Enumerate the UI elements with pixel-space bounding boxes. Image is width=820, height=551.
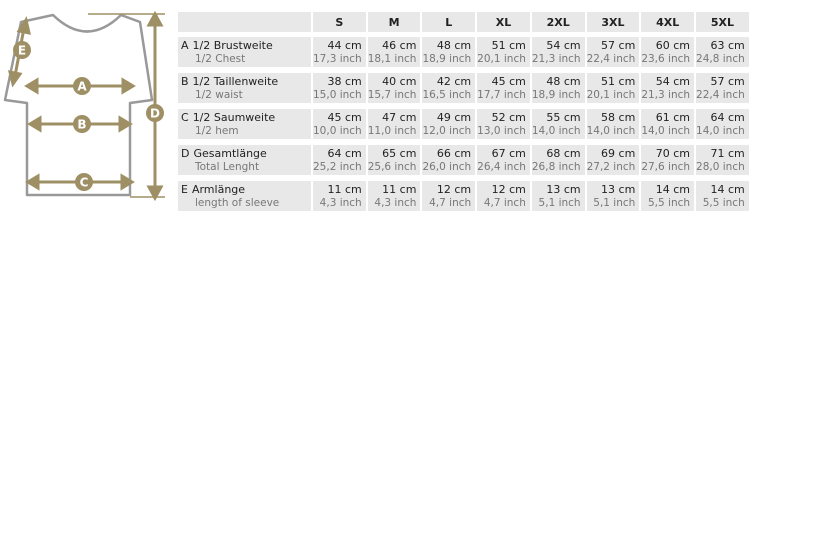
- measurement-label-text: Armlänge: [191, 183, 246, 196]
- measurement-cell: [366, 145, 421, 176]
- measurement-row: [178, 145, 749, 176]
- measurement-cell: [530, 37, 585, 68]
- measurement-label-text: 1/2 Saumweite: [192, 111, 276, 124]
- measurement-cell: [639, 145, 694, 176]
- measurement-label-text: 1/2 Brustweite: [192, 39, 273, 52]
- svg-text:E: E: [17, 43, 27, 58]
- value-inch: 21,3 inch: [641, 89, 691, 101]
- value-cm: 54 cm: [546, 39, 581, 52]
- value-inch: 18,9 inch: [531, 89, 581, 101]
- measurement-cell: [530, 181, 585, 212]
- value-inch: 17,3 inch: [313, 53, 362, 65]
- measurement-cell: [420, 145, 475, 176]
- measurement-row: [178, 73, 749, 104]
- value-cm: 54 cm: [655, 75, 691, 88]
- value-cm: 11 cm: [382, 183, 417, 196]
- measurement-row: [178, 109, 749, 140]
- measurement-cell: [639, 73, 694, 104]
- value-inch: 14,0 inch: [696, 125, 745, 137]
- value-inch: 4,3 inch: [319, 197, 362, 209]
- measurement-cell: [311, 181, 366, 212]
- value-inch: 21,3 inch: [531, 53, 581, 65]
- size-header: M: [366, 12, 421, 32]
- value-cm: 12 cm: [436, 183, 472, 196]
- measurement-cell: [475, 109, 530, 140]
- svg-text:D: D: [150, 106, 160, 121]
- measurement-cell: [420, 73, 475, 104]
- value-inch: 27,2 inch: [586, 161, 636, 173]
- measurement-cell: [694, 145, 749, 176]
- value-inch: 22,4 inch: [586, 53, 636, 65]
- value-cm: 66 cm: [436, 147, 472, 160]
- value-cm: 11 cm: [327, 183, 362, 196]
- measurement-cell: [311, 145, 366, 176]
- value-cm: 55 cm: [546, 111, 581, 124]
- value-inch: 4,7 inch: [483, 197, 526, 209]
- svg-text:C: C: [79, 175, 89, 190]
- value-cm: 65 cm: [382, 147, 417, 160]
- measurement-cell: [694, 37, 749, 68]
- measurement-sublabel: 1/2 waist: [195, 89, 243, 101]
- value-inch: 13,0 inch: [477, 125, 526, 137]
- measurement-letter: B: [181, 75, 189, 88]
- header-blank: [178, 12, 311, 32]
- value-inch: 11,0 inch: [367, 125, 417, 137]
- size-header: 2XL: [530, 12, 585, 32]
- value-inch: 15,0 inch: [313, 89, 362, 101]
- value-inch: 27,6 inch: [641, 161, 691, 173]
- value-inch: 16,5 inch: [422, 89, 472, 101]
- measurement-cell: [694, 109, 749, 140]
- measurement-cell: [475, 37, 530, 68]
- value-inch: 24,8 inch: [696, 53, 745, 65]
- measurement-letter: C: [181, 111, 189, 124]
- value-cm: 14 cm: [655, 183, 691, 196]
- value-cm: 68 cm: [546, 147, 581, 160]
- tshirt-measurement-diagram: [0, 0, 172, 215]
- value-inch: 20,1 inch: [477, 53, 526, 65]
- measurement-cell: [530, 73, 585, 104]
- value-inch: 5,5 inch: [702, 197, 745, 209]
- measurement-label-cell: [178, 181, 311, 212]
- value-cm: 67 cm: [491, 147, 526, 160]
- measurement-cell: [475, 73, 530, 104]
- value-inch: 23,6 inch: [641, 53, 691, 65]
- value-cm: 40 cm: [382, 75, 417, 88]
- measurement-cell: [694, 73, 749, 104]
- value-cm: 13 cm: [601, 183, 636, 196]
- value-inch: 18,1 inch: [367, 53, 417, 65]
- value-inch: 4,3 inch: [374, 197, 417, 209]
- size-table: [178, 12, 749, 212]
- value-cm: 48 cm: [546, 75, 581, 88]
- value-cm: 69 cm: [601, 147, 636, 160]
- value-inch: 14,0 inch: [641, 125, 691, 137]
- measurement-cell: [420, 37, 475, 68]
- value-inch: 26,8 inch: [531, 161, 581, 173]
- value-inch: 14,0 inch: [531, 125, 581, 137]
- measurement-cell: [585, 109, 640, 140]
- value-cm: 58 cm: [601, 111, 636, 124]
- measurement-cell: [475, 181, 530, 212]
- value-cm: 42 cm: [436, 75, 472, 88]
- measurement-letter: E: [181, 183, 188, 196]
- value-inch: 25,6 inch: [367, 161, 417, 173]
- value-inch: 10,0 inch: [313, 125, 362, 137]
- marker-e: [13, 41, 31, 59]
- measurement-cell: [530, 145, 585, 176]
- value-cm: 49 cm: [436, 111, 472, 124]
- measurement-cell: [366, 109, 421, 140]
- value-cm: 57 cm: [601, 39, 636, 52]
- size-header: L: [420, 12, 475, 32]
- size-header: XL: [475, 12, 530, 32]
- value-inch: 14,0 inch: [586, 125, 636, 137]
- value-inch: 26,4 inch: [477, 161, 526, 173]
- measurement-label-cell: [178, 109, 311, 140]
- measurement-letter: D: [181, 147, 190, 160]
- value-cm: 51 cm: [601, 75, 636, 88]
- size-header: 5XL: [694, 12, 749, 32]
- value-inch: 22,4 inch: [696, 89, 745, 101]
- measurement-row: [178, 181, 749, 212]
- measurement-label-cell: [178, 73, 311, 104]
- measurement-label: [181, 183, 311, 197]
- value-inch: 18,9 inch: [422, 53, 472, 65]
- svg-text:B: B: [77, 117, 87, 132]
- measurement-cell: [475, 145, 530, 176]
- value-cm: 51 cm: [491, 39, 526, 52]
- value-inch: 28,0 inch: [696, 161, 745, 173]
- measurement-cell: [639, 181, 694, 212]
- measurement-cell: [311, 37, 366, 68]
- value-inch: 26,0 inch: [422, 161, 472, 173]
- value-cm: 52 cm: [491, 111, 526, 124]
- measurement-cell: [366, 37, 421, 68]
- value-inch: 5,1 inch: [593, 197, 636, 209]
- tshirt-outline: [5, 15, 152, 195]
- measurement-cell: [585, 37, 640, 68]
- marker-a: [73, 77, 91, 95]
- value-cm: 38 cm: [327, 75, 362, 88]
- value-cm: 60 cm: [655, 39, 691, 52]
- value-inch: 15,7 inch: [367, 89, 417, 101]
- measurement-label-text: Gesamtlänge: [193, 147, 267, 160]
- value-cm: 64 cm: [327, 147, 362, 160]
- value-inch: 4,7 inch: [429, 197, 472, 209]
- measurement-label: [181, 75, 311, 89]
- value-inch: 25,2 inch: [313, 161, 362, 173]
- value-cm: 13 cm: [546, 183, 581, 196]
- measurement-cell: [311, 109, 366, 140]
- measurement-cell: [420, 181, 475, 212]
- measurement-label: [181, 39, 311, 53]
- measurement-label-cell: [178, 37, 311, 68]
- measurement-label: [181, 147, 311, 161]
- measurement-cell: [585, 73, 640, 104]
- value-cm: 44 cm: [327, 39, 362, 52]
- measurement-cell: [585, 181, 640, 212]
- measurement-label: [181, 111, 311, 125]
- value-inch: 5,1 inch: [538, 197, 581, 209]
- measurement-sublabel: 1/2 Chest: [195, 53, 246, 65]
- value-cm: 57 cm: [710, 75, 745, 88]
- measurement-letter: A: [181, 39, 189, 52]
- measurement-sublabel: Total Lenght: [195, 161, 260, 173]
- size-header: 4XL: [639, 12, 694, 32]
- marker-b: [73, 115, 91, 133]
- value-cm: 70 cm: [655, 147, 691, 160]
- measurement-cell: [585, 145, 640, 176]
- value-cm: 12 cm: [491, 183, 526, 196]
- value-cm: 64 cm: [710, 111, 745, 124]
- value-inch: 20,1 inch: [586, 89, 636, 101]
- value-cm: 63 cm: [710, 39, 745, 52]
- value-cm: 45 cm: [327, 111, 362, 124]
- value-cm: 14 cm: [710, 183, 745, 196]
- measurement-sublabel: 1/2 hem: [195, 125, 239, 137]
- value-cm: 48 cm: [436, 39, 472, 52]
- measurement-cell: [311, 73, 366, 104]
- measurement-cell: [420, 109, 475, 140]
- size-header: 3XL: [585, 12, 640, 32]
- measurement-cell: [530, 109, 585, 140]
- size-header: S: [311, 12, 366, 32]
- value-cm: 47 cm: [382, 111, 417, 124]
- measurement-cell: [366, 73, 421, 104]
- measurement-label-text: 1/2 Taillenweite: [192, 75, 279, 88]
- value-inch: 12,0 inch: [422, 125, 472, 137]
- marker-c: [75, 173, 93, 191]
- measurement-label-cell: [178, 145, 311, 176]
- size-header-row: [178, 12, 749, 32]
- value-inch: 5,5 inch: [647, 197, 691, 209]
- measurement-cell: [366, 181, 421, 212]
- value-cm: 61 cm: [655, 111, 691, 124]
- svg-text:A: A: [77, 79, 87, 94]
- measurement-cell: [694, 181, 749, 212]
- value-cm: 45 cm: [491, 75, 526, 88]
- value-cm: 71 cm: [710, 147, 745, 160]
- measurement-cell: [639, 37, 694, 68]
- measurement-cell: [639, 109, 694, 140]
- size-table-body: [178, 32, 749, 212]
- marker-d: [146, 104, 164, 122]
- value-inch: 17,7 inch: [477, 89, 526, 101]
- value-cm: 46 cm: [382, 39, 417, 52]
- measurement-row: [178, 37, 749, 68]
- measurement-sublabel: length of sleeve: [195, 197, 280, 209]
